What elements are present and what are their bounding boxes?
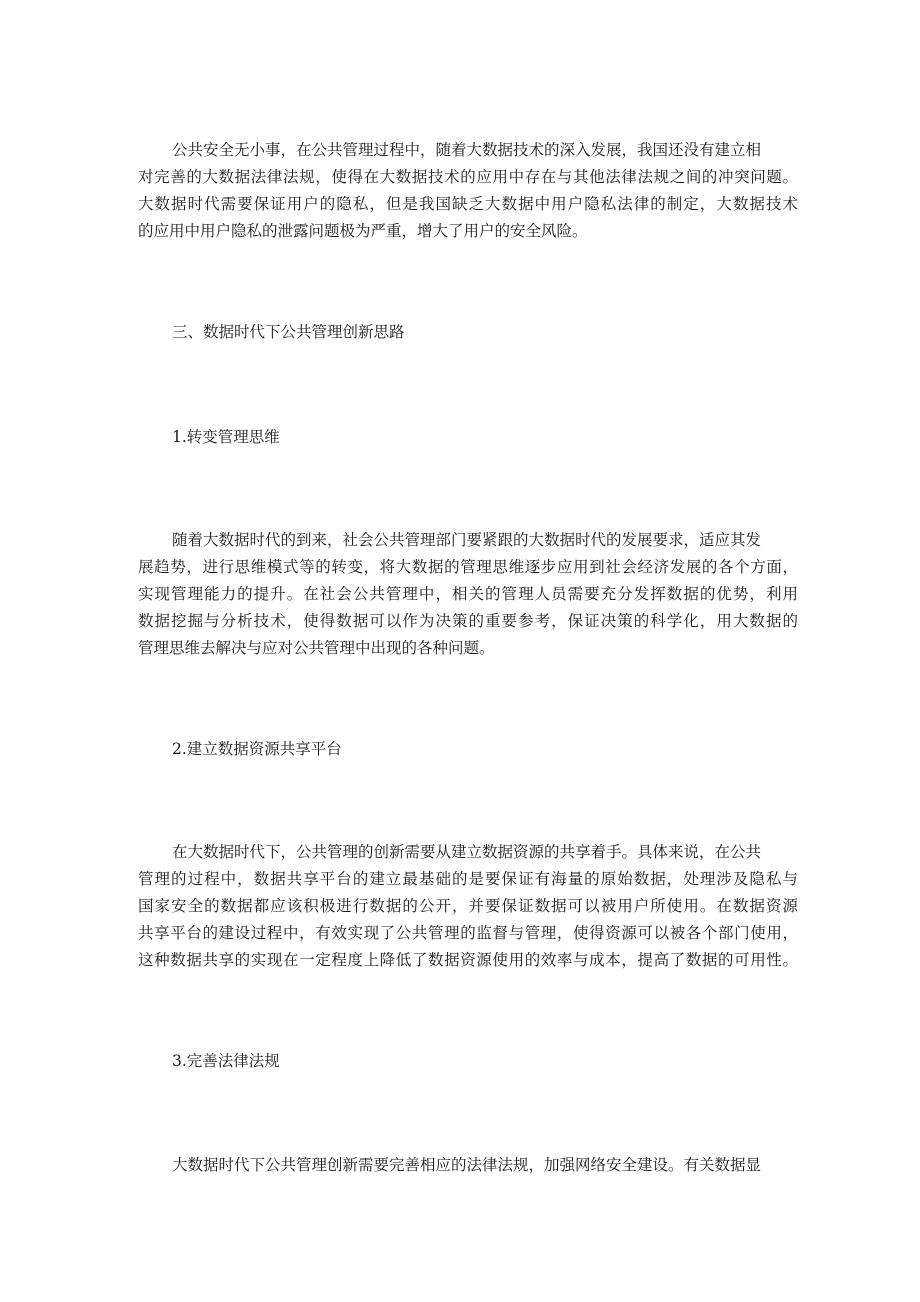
paragraph-line: 大数据时代需要保证用户的隐私，但是我国缺乏大数据中用户隐私法律的制定，大数据技术 — [138, 195, 798, 213]
paragraph-line: 展趋势，进行思维模式等的转变，将大数据的管理思维逐步应用到社会经济发展的各个方面， — [138, 558, 798, 576]
paragraph-line: 共享平台的建设过程中，有效实现了公共管理的监督与管理，使得资源可以被各个部门使用， — [138, 924, 798, 942]
paragraph-law — [138, 1152, 798, 1179]
paragraph-line: 管理思维去解决与应对公共管理中出现的各种问题。 — [138, 639, 495, 657]
section-heading: 三、数据时代下公共管理创新思路 — [172, 323, 405, 341]
paragraph-line: 管理的过程中，数据共享平台的建立最基础的是要保证有海量的原始数据，处理涉及隐私与 — [138, 870, 798, 888]
paragraph-line: 大数据时代下公共管理创新需要完善相应的法律法规，加强网络安全建设。有关数据显 — [172, 1156, 762, 1174]
subheading-3: 3.完善法律法规 — [172, 1052, 280, 1070]
paragraph-line: 对完善的大数据法律法规，使得在大数据技术的应用中存在与其他法律法规之间的冲突问题。 — [138, 168, 798, 186]
paragraph-line: 在大数据时代下，公共管理的创新需要从建立数据资源的共享着手。具体来说，在公共 — [172, 843, 762, 861]
paragraph-line: 国家安全的数据都应该积极进行数据的公开，并要保证数据可以被用户所使用。在数据资源 — [138, 897, 798, 915]
paragraph-privacy — [138, 137, 798, 245]
paragraph-sharing — [138, 839, 798, 974]
paragraph-line: 公共安全无小事，在公共管理过程中，随着大数据技术的深入发展，我国还没有建立相 — [172, 141, 762, 159]
subheading-1: 1.转变管理思维 — [172, 428, 280, 446]
paragraph-line: 这种数据共享的实现在一定程度上降低了数据资源使用的效率与成本，提高了数据的可用性。 — [138, 951, 798, 969]
paragraph-line: 随着大数据时代的到来，社会公共管理部门要紧跟的大数据时代的发展要求，适应其发 — [172, 531, 762, 549]
subheading-2: 2.建立数据资源共享平台 — [172, 740, 342, 758]
paragraph-line: 数据挖掘与分析技术，使得数据可以作为决策的重要参考，保证决策的科学化，用大数据的 — [138, 612, 798, 630]
paragraph-thinking — [138, 527, 798, 662]
paragraph-line: 的应用中用户隐私的泄露问题极为严重，增大了用户的安全风险。 — [138, 222, 588, 240]
paragraph-line: 实现管理能力的提升。在社会公共管理中，相关的管理人员需要充分发挥数据的优势，利用 — [138, 585, 798, 603]
